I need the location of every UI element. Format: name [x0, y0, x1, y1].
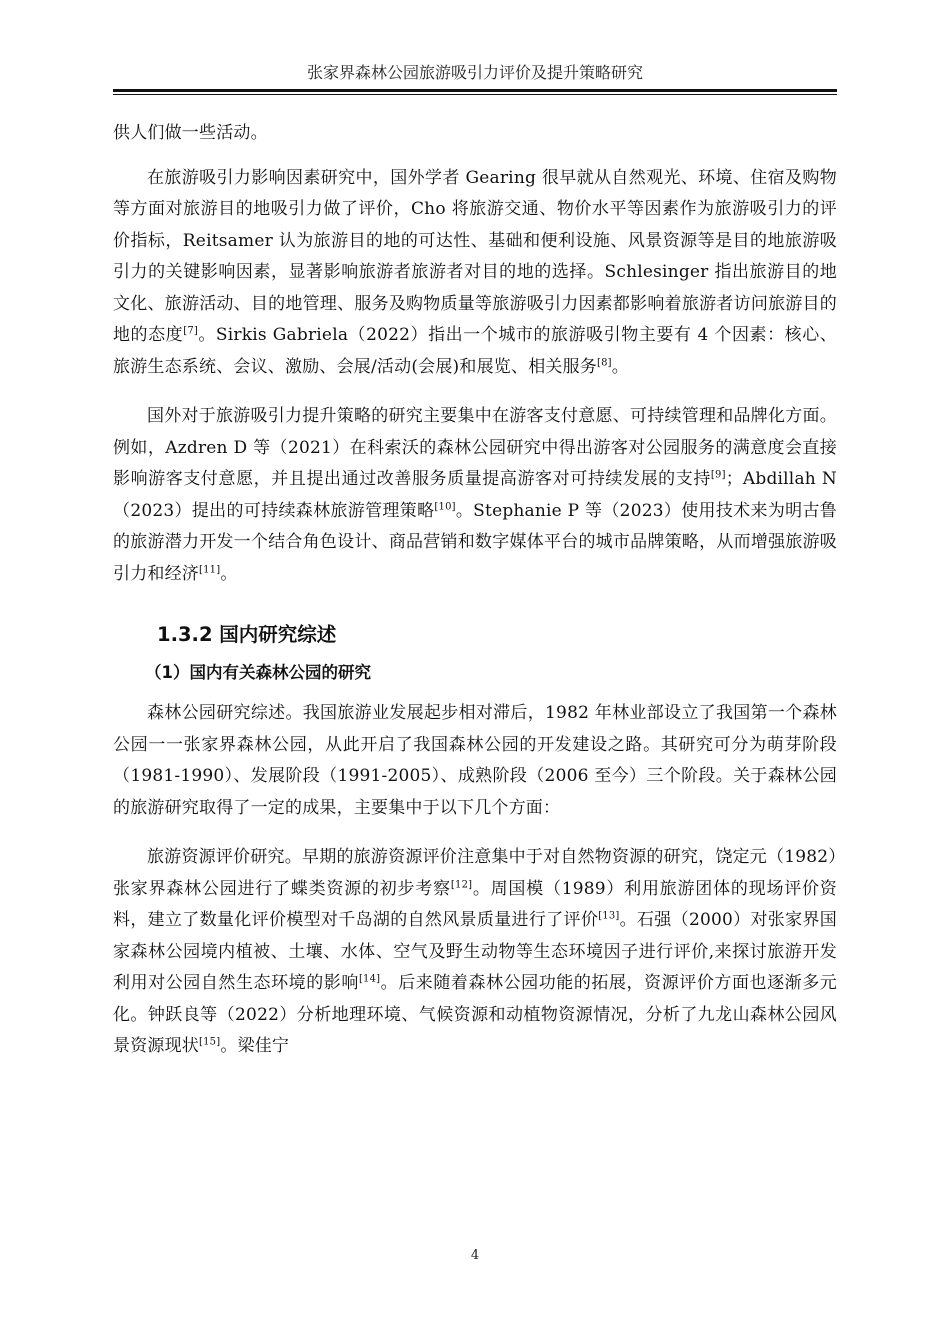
paragraph-resource-evaluation [113, 842, 837, 1063]
paragraph-text: 。Stephanie P 等（2023）使用技术来为明古鲁的旅游潜力开发一个结合角色设计、商品营销和数字媒体平台的城市品牌策略，从而增强旅游吸引力和经济 [113, 500, 838, 584]
subsection-heading: （1）国内有关森林公园的研究 [145, 663, 371, 682]
paragraph-forest-park-overview: 森林公园研究综述。我国旅游业发展起步相对滞后，1982 年林业部设立了我国第一个森林公园一一张家界森林公园，从此开启了我国森林公园的开发建设之路。其研究可分为萌芽阶段（1981-1990）、发展阶段（1991-2005）、成熟阶段（2006 至今）三个阶段。关于森林公园的旅游研究取得了一定的成果，主要集中于以下几个方面： [113, 703, 837, 818]
citation-ref: [8] [597, 356, 612, 368]
page-number: 4 [470, 1248, 480, 1263]
running-header: 张家界森林公园旅游吸引力评价及提升策略研究 [306, 63, 643, 82]
paragraph-text: 。 [611, 356, 629, 377]
citation-ref: [9] [710, 469, 726, 481]
section-heading: 1.3.2 国内研究综述 [157, 623, 337, 646]
paragraph-text: 。后来随着森林公园功能的拓展，资源评价方面也逐渐多元化。钟跃良等（2022）分析地理环境、气候资源和动植物资源情况，分析了九龙山森林公园风景资源现状 [113, 973, 837, 1056]
paragraph-text: ；Abdillah N（2023）提出的可持续森林旅游管理策略 [113, 469, 837, 521]
paragraph-text: 旅游资源评价研究。早期的旅游资源评价注意集中于对自然物资源的研究，饶定元（1982）张家界森林公园进行了蝶类资源的初步考察 [113, 847, 837, 899]
citation-ref: [7] [183, 325, 199, 337]
paragraph-text: 。周国模（1989）利用旅游团体的现场评价资料，建立了数量化评价模型对千岛湖的自然风景质量进行了评价 [113, 878, 837, 930]
paragraph-continuation: 供人们做一些活动。 [113, 123, 268, 143]
citation-ref: [12] [450, 878, 473, 890]
header-rule-thin [113, 94, 837, 95]
header-rule-thick [113, 89, 837, 92]
paragraph-text: 。 [220, 563, 238, 584]
paragraph-text: 。石强（2000）对张家界国家森林公园境内植被、土壤、水体、空气及野生动物等生态环境因子进行评价,来探讨旅游开发利用对公园自然生态环境的影响 [113, 910, 837, 993]
paragraph-improvement-strategies [113, 401, 837, 590]
paragraph-attraction-factors [113, 163, 837, 384]
paragraph-text: 国外对于旅游吸引力提升策略的研究主要集中在游客支付意愿、可持续管理和品牌化方面。例如，Azdren D 等（2021）在科索沃的森林公园研究中得出游客对公园服务的满意度会直接影响游客支付意愿，并且提出通过改善服务质量提高游客对可持续发展的支持 [113, 406, 837, 489]
citation-ref: [15] [199, 1036, 221, 1048]
citation-ref: [10] [434, 500, 456, 512]
citation-ref: [11] [199, 563, 221, 575]
citation-ref: [14] [358, 973, 381, 985]
paragraph-text: 。梁佳宁 [220, 1036, 290, 1056]
page-body [113, 118, 837, 1063]
paragraph-text: 。Sirkis Gabriela（2022）指出一个城市的旅游吸引物主要有 4 个因素：核心、旅游生态系统、会议、激励、会展/活动(会展)和展览、相关服务 [113, 325, 837, 377]
paragraph-text: 在旅游吸引力影响因素研究中，国外学者 Gearing 很早就从自然观光、环境、住宿及购物等方面对旅游目的地吸引力做了评价，Cho 将旅游交通、物价水平等因素作为旅游吸引力的评价指标，Reitsamer 认为旅游目的地的可达性、基础和便利设施、风景资源等是目的地旅游吸引力的关键影响因素，显著影响旅游者旅游者对目的地的选择。Schlesinger 指出旅游目的地文化、旅游活动、目的地管理、服务及购物质量等旅游吸引力因素都影响着旅游者访问旅游目的地的态度 [113, 167, 837, 345]
citation-ref: [13] [598, 910, 620, 922]
